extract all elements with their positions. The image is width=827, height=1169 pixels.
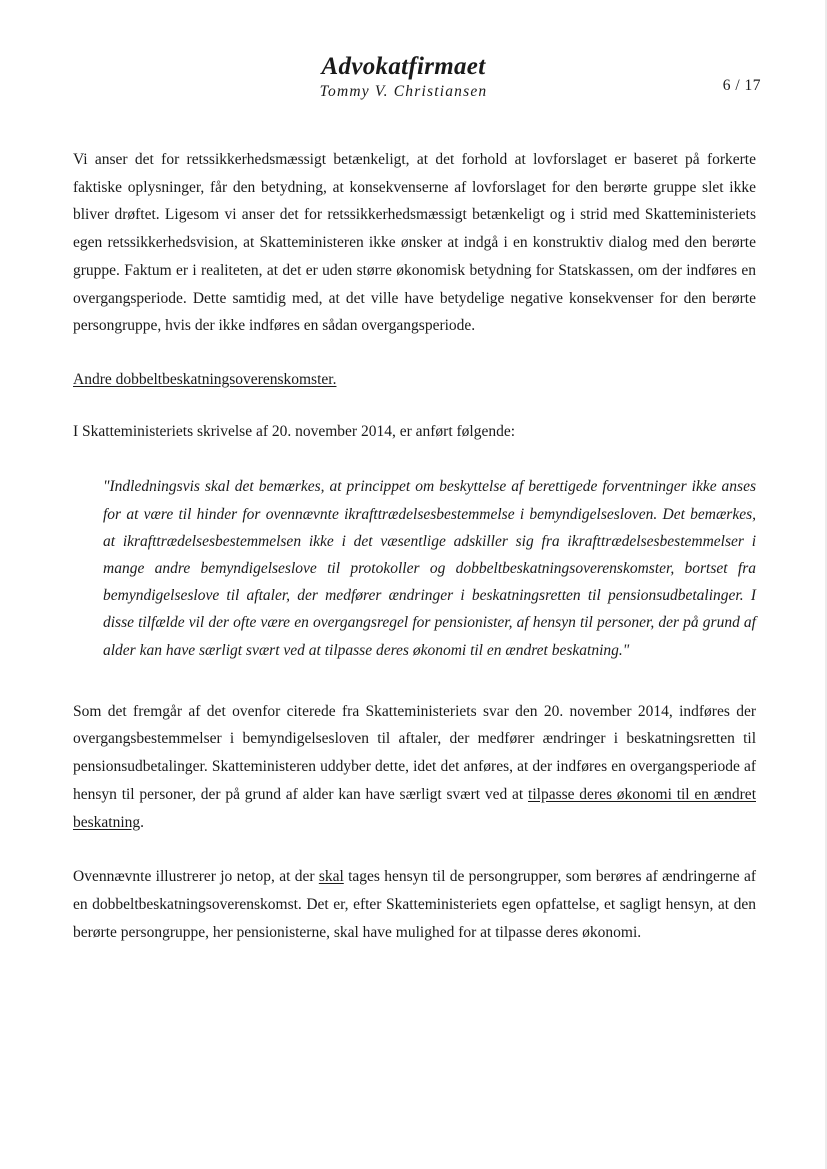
attorney-name: Tommy V. Christiansen <box>319 83 488 100</box>
letterhead <box>0 52 827 102</box>
paragraph-3-end: . <box>140 813 145 831</box>
block-quote: "Indledningsvis skal det bemærkes, at princippet om beskyttelse af berettigede forventninger ikke anses for at være til hinder for ovennævnte ikrafttrædelsesbestemmelse i bemyndigelsesloven. Det bemærkes, at ikrafttrædelsesbestemmelsen ikke i det væsentlige adskiller sig fra ikrafttrædelsesbestemmelser i mange andre bemyndigelseslove til protokoller og dobbeltbeskatningsoverenskomster, bortset fra bemyndigelseslove til aftaler, der medfører ændringer i beskatningsretten til pensionsudbetalinger. I disse tilfælde vil der ofte være en overgangsregel for pensionister, af hensyn til personer, der på grund af alder kan have særligt svært ved at tilpasse deres økonomi til en ændret beskatning." <box>103 478 756 659</box>
page-number: 6 / 17 <box>722 77 761 94</box>
section-heading-text: Andre dobbeltbeskatningsoverenskomster. <box>73 370 337 388</box>
paragraph-3 <box>73 698 756 837</box>
document-body <box>73 146 756 946</box>
section-heading <box>73 366 756 394</box>
paragraph-3-text: Som det fremgår af det ovenfor citerede fra Skatteministeriets svar den 20. november 2014, indføres der overgangsbestemmelser i bemyndigelsesloven til aftaler, der medfører ændringer i beskatningsretten til pensionsudbetalinger. Skatteministeren uddyber dette, idet det anføres, at der indføres en overgangsperiode af hensyn til personer, der på grund af alder kan have særligt svært ved at <box>73 702 756 803</box>
paragraph-4-end: tages hensyn til de persongrupper, som berøres af ændringerne af en dobbeltbeskatningsoverenskomst. Det er, efter Skatteministeriets egen opfattelse, et sagligt hensyn, at den berørte persongruppe, her pensionisterne, skal have mulighed for at tilpasse deres økonomi. <box>73 868 756 941</box>
paragraph-4-text: Ovennævnte illustrerer jo netop, at der <box>73 868 319 886</box>
paragraph-1: Vi anser det for retssikkerhedsmæssigt betænkeligt, at det forhold at lovforslaget er baseret på forkerte faktiske oplysninger, får den betydning, at konsekvenserne af lovforslaget for den berørte gruppe slet ikke bliver drøftet. Ligesom vi anser det for retssikkerhedsmæssigt betænkeligt og i strid med Skatteministeriets egen retssikkerhedsvision, at Skatteministeren ikke ønsker at indgå i en konstruktiv dialog med den berørte gruppe. Faktum er i realiteten, at det er uden større økonomisk betydning for Statskassen, om der indføres en overgangsperiode. Dette samtidig med, at det ville have betydelige negative konsekvenser for den berørte persongruppe, hvis der ikke indføres en sådan overgangsperiode. <box>73 151 756 335</box>
paragraph-4 <box>73 863 756 946</box>
paragraph-3-underlined: tilpasse deres økonomi til en ændret beskatning <box>73 785 756 831</box>
paragraph-4-underlined: skal <box>318 868 344 886</box>
paragraph-2: I Skatteministeriets skrivelse af 20. november 2014, er anført følgende: <box>73 422 516 440</box>
firm-name: Advokatfirmaet <box>321 53 486 80</box>
